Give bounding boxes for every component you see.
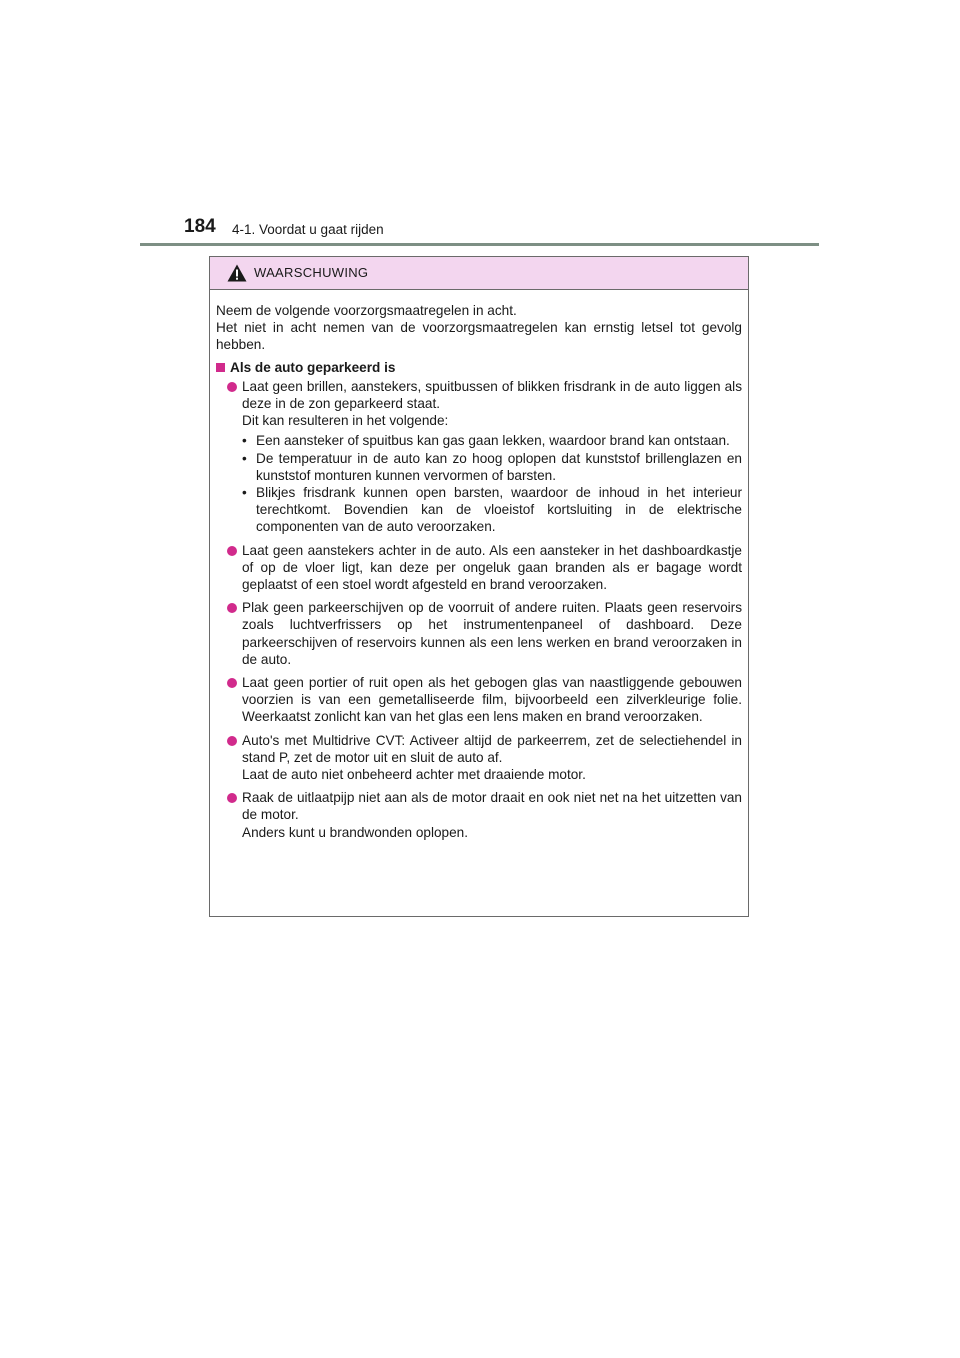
sub-bullet-icon: •	[242, 433, 247, 449]
warning-triangle-icon	[227, 264, 247, 282]
list-item	[216, 674, 742, 726]
bullet-dot-icon	[227, 382, 237, 392]
bullet-text: Laat de auto niet onbeheerd achter met draaiende motor.	[242, 767, 586, 783]
list-item	[216, 732, 742, 784]
bullet-dot-icon	[227, 793, 237, 803]
section-heading	[216, 359, 742, 376]
list-item	[216, 599, 742, 668]
sub-bullet-icon: •	[242, 450, 247, 466]
header-rule	[140, 243, 819, 246]
warning-body	[210, 290, 748, 841]
section-title: 4-1. Voordat u gaat rijden	[232, 222, 384, 237]
sub-item	[242, 450, 742, 484]
list-item	[216, 542, 742, 594]
bullet-text: Dit kan resulteren in het volgende:	[242, 413, 449, 429]
warning-box	[209, 256, 749, 917]
sub-item-text: Een aansteker of spuitbus kan gas gaan lekken, waardoor brand kan ontstaan.	[256, 433, 730, 449]
page-number: 184	[184, 216, 216, 237]
warning-title: WAARSCHUWING	[254, 265, 369, 280]
intro-line-2: Het niet in acht nemen van de voorzorgsmaatregelen kan ernstig letsel tot gevolg hebben.	[216, 320, 742, 353]
section-heading-text: Als de auto geparkeerd is	[230, 359, 396, 375]
bullet-text: Raak de uitlaatpijp niet aan als de motor draait en ook niet net na het uitzetten van de motor.	[242, 790, 742, 823]
list-item	[216, 378, 742, 536]
bullet-dot-icon	[227, 546, 237, 556]
bullet-dot-icon	[227, 736, 237, 746]
sublist	[242, 432, 742, 535]
bullet-text: Anders kunt u brandwonden oplopen.	[242, 824, 468, 840]
bullet-text: Auto's met Multidrive CVT: Activeer altijd de parkeerrem, zet de selectiehendel in stand P, zet de motor uit en sluit de auto af.	[242, 732, 742, 765]
bullet-dot-icon	[227, 678, 237, 688]
warning-header	[210, 257, 748, 290]
bullet-text: Laat geen brillen, aanstekers, spuitbussen of blikken frisdrank in de auto liggen als deze in de zon geparkeerd staat.	[242, 378, 742, 412]
bullet-text: Plak geen parkeerschijven op de voorruit of andere ruiten. Plaats geen reservoirs zoals luchtverfrissers op het instrumentenpaneel of dashboard. Deze parkeerschijven of reservoirs kunnen als een lens werken en brand veroorzaken in de auto.	[242, 600, 742, 667]
list-item	[216, 789, 742, 841]
sub-item	[242, 432, 742, 449]
sub-item	[242, 484, 742, 536]
bullet-text: Laat geen aanstekers achter in de auto. Als een aansteker in het dashboardkastje of op de vloer ligt, kan deze per ongeluk gaan branden als er bagage wordt geplaatst of een stoel wordt afgesteld en brand veroorzaken.	[242, 542, 742, 593]
bullet-dot-icon	[227, 603, 237, 613]
sub-bullet-icon: •	[242, 485, 247, 501]
square-marker-icon	[216, 363, 225, 372]
sub-item-text: De temperatuur in de auto kan zo hoog oplopen dat kunststof brillenglazen en kunststof monturen kunnen vervormen of barsten.	[256, 450, 742, 483]
intro-line-1: Neem de volgende voorzorgsmaatregelen in acht.	[216, 303, 517, 318]
sub-item-text: Blikjes frisdrank kunnen open barsten, waardoor de inhoud in het interieur terechtkomt. Bovendien kan de vloeistof kortsluiting in de elektrische componenten van de auto veroorzaken.	[256, 485, 742, 535]
bullet-text: Laat geen portier of ruit open als het gebogen glas van naastliggende gebouwen voorzien is van een gemetalliseerde film, bijvoorbeeld een zilverkleurige folie. Weerkaatst zonlicht kan van het glas een lens maken en brand veroorzaken.	[242, 675, 742, 725]
